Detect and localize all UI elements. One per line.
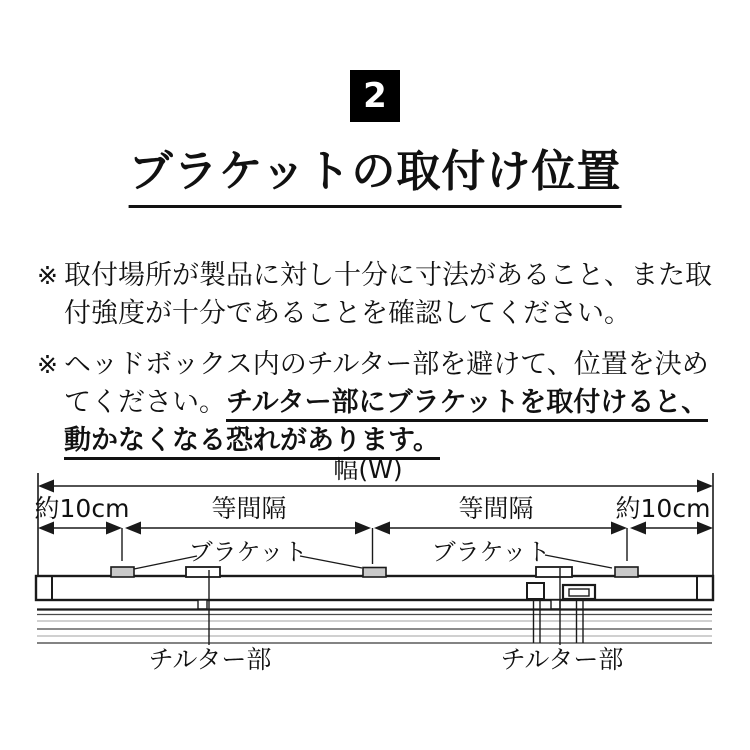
tilter-hook-right bbox=[551, 600, 560, 609]
segment-dimension-arrows bbox=[38, 522, 713, 535]
note-line: 取付場所が製品に対し十分に寸法があること、また取 bbox=[64, 260, 712, 291]
tilter-right-label: チルター部 bbox=[500, 645, 624, 674]
note-line-normal: てください。 bbox=[64, 387, 226, 418]
bracket-leader-line bbox=[300, 556, 362, 568]
bracket-center bbox=[363, 568, 386, 578]
step-number: 2 bbox=[363, 76, 387, 116]
note-marker: ※ bbox=[37, 350, 58, 379]
note-warning-emphasis: 動かなくなる恐れがあります。 bbox=[64, 425, 440, 460]
arrowhead-right-icon bbox=[106, 522, 122, 535]
width-dimension-label: 幅(W) bbox=[333, 455, 403, 484]
bracket-right-label: ブラケット bbox=[431, 538, 551, 566]
arrowhead-left-icon bbox=[38, 480, 54, 493]
right-margin-label: 約10cm bbox=[615, 494, 711, 523]
tilter-tab-right bbox=[536, 567, 572, 577]
note-mounting-strength bbox=[37, 257, 732, 333]
bracket-leader-line bbox=[545, 555, 612, 568]
tilter-left-label: チルター部 bbox=[148, 645, 272, 674]
note-text bbox=[64, 257, 732, 333]
arrowhead-right-icon bbox=[611, 522, 627, 535]
arrowhead-left-icon bbox=[38, 522, 54, 535]
left-margin-label: 約10cm bbox=[34, 494, 130, 523]
tilter-gear-box bbox=[527, 583, 544, 599]
arrowhead-right-icon bbox=[355, 522, 371, 535]
slat-lines bbox=[37, 610, 712, 644]
note-avoid-tilter bbox=[37, 346, 732, 460]
equal-spacing-left-label: 等間隔 bbox=[211, 494, 287, 523]
tilter-hook-left bbox=[198, 600, 207, 609]
notes-section bbox=[37, 257, 732, 460]
bracket-right bbox=[615, 567, 638, 577]
note-line bbox=[64, 384, 732, 422]
headbox bbox=[36, 576, 713, 600]
note-line: 付強度が十分であることを確認してください。 bbox=[64, 298, 631, 329]
step-number-badge bbox=[350, 70, 400, 122]
note-marker: ※ bbox=[37, 261, 58, 290]
bracket-left bbox=[111, 567, 134, 577]
equal-spacing-right-label: 等間隔 bbox=[458, 494, 534, 523]
tilter-tab-left bbox=[186, 567, 220, 577]
arrowhead-right-icon bbox=[697, 480, 713, 493]
bracket-left-label: ブラケット bbox=[188, 538, 308, 566]
arrowhead-left-icon bbox=[630, 522, 646, 535]
note-text bbox=[64, 346, 732, 460]
page-title: ブラケットの取付け位置 bbox=[129, 146, 622, 208]
bracket-position-diagram bbox=[0, 448, 750, 683]
note-warning-emphasis: チルター部にブラケットを取付けると、 bbox=[226, 387, 708, 422]
note-line: ヘッドボックス内のチルター部を避けて、位置を決め bbox=[64, 349, 709, 380]
arrowhead-left-icon bbox=[374, 522, 390, 535]
arrowhead-right-icon bbox=[697, 522, 713, 535]
arrowhead-left-icon bbox=[125, 522, 141, 535]
tilter-drum-inner bbox=[569, 589, 589, 596]
